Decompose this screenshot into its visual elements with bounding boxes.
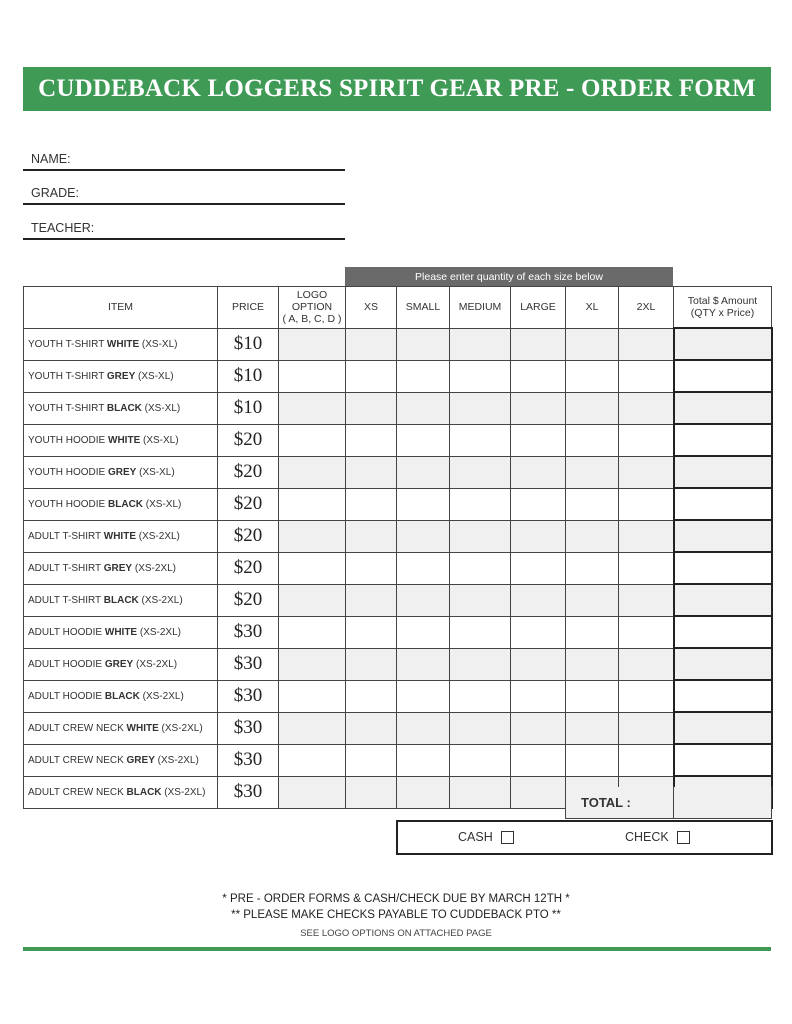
qty-xl-input[interactable] xyxy=(566,488,619,520)
qty-medium-input[interactable] xyxy=(450,424,511,456)
logo-option-input[interactable] xyxy=(279,392,346,424)
qty-2xl-input[interactable] xyxy=(619,712,674,744)
header-size-small: SMALL xyxy=(397,287,450,329)
header-logo-option xyxy=(279,287,346,329)
price-cell: $30 xyxy=(218,648,279,680)
header-total-amount xyxy=(674,287,772,329)
item-color: WHITE xyxy=(108,434,141,446)
qty-xs-input[interactable] xyxy=(346,392,397,424)
item-name-cell xyxy=(24,392,218,424)
row-total-input[interactable] xyxy=(674,488,772,520)
item-color: BLACK xyxy=(103,594,139,606)
qty-small-input[interactable] xyxy=(397,584,450,616)
item-name-cell xyxy=(24,744,218,776)
qty-xs-input[interactable] xyxy=(346,360,397,392)
item-type: ADULT CREW NECK xyxy=(28,754,127,766)
qty-large-input[interactable] xyxy=(511,648,566,680)
logo-option-input[interactable] xyxy=(279,424,346,456)
qty-large-input[interactable] xyxy=(511,776,566,808)
item-name-cell xyxy=(24,328,218,360)
qty-small-input[interactable] xyxy=(397,456,450,488)
logo-option-input[interactable] xyxy=(279,456,346,488)
item-name-cell xyxy=(24,488,218,520)
item-color: WHITE xyxy=(106,338,140,350)
header-logo-line3: ( A, B, C, D ) xyxy=(282,313,342,326)
qty-xs-input[interactable] xyxy=(346,488,397,520)
qty-small-input[interactable] xyxy=(397,328,450,360)
item-size-range: (XS-2XL) xyxy=(132,562,177,574)
logo-option-input[interactable] xyxy=(279,616,346,648)
row-total-input[interactable] xyxy=(674,360,772,392)
payable-note: ** PLEASE MAKE CHECKS PAYABLE TO CUDDEBACK PTO ** xyxy=(231,909,561,921)
row-total-input[interactable] xyxy=(674,712,772,744)
total-box xyxy=(565,787,772,819)
item-type: YOUTH T-SHIRT xyxy=(28,370,107,382)
qty-xs-input[interactable] xyxy=(346,584,397,616)
item-color: WHITE xyxy=(104,626,138,638)
item-color: BLACK xyxy=(104,690,140,702)
qty-large-input[interactable] xyxy=(511,712,566,744)
item-size-range: (XS-XL) xyxy=(139,338,178,350)
qty-xs-input[interactable] xyxy=(346,328,397,360)
cash-label: CASH xyxy=(458,830,493,844)
row-total-input[interactable] xyxy=(674,328,772,360)
item-type: ADULT T-SHIRT xyxy=(28,562,104,574)
item-size-range: (XS-2XL) xyxy=(158,722,203,734)
footer-divider xyxy=(23,947,771,951)
qty-2xl-input[interactable] xyxy=(619,392,674,424)
qty-xs-input[interactable] xyxy=(346,456,397,488)
item-color: WHITE xyxy=(103,530,136,542)
qty-large-input[interactable] xyxy=(511,456,566,488)
item-size-range: (XS-2XL) xyxy=(133,658,178,670)
logo-option-input[interactable] xyxy=(279,776,346,808)
qty-small-input[interactable] xyxy=(397,552,450,584)
item-size-range: (XS-XL) xyxy=(143,498,182,510)
table-header-row xyxy=(24,287,772,329)
table-row xyxy=(24,584,772,616)
quantity-instruction: Please enter quantity of each size below xyxy=(415,270,603,283)
row-total-input[interactable] xyxy=(674,744,772,776)
qty-2xl-input[interactable] xyxy=(619,328,674,360)
qty-xs-input[interactable] xyxy=(346,424,397,456)
qty-small-input[interactable] xyxy=(397,744,450,776)
qty-medium-input[interactable] xyxy=(450,520,511,552)
item-color: BLACK xyxy=(126,786,162,798)
qty-xl-input[interactable] xyxy=(566,328,619,360)
qty-large-input[interactable] xyxy=(511,360,566,392)
item-type: ADULT CREW NECK xyxy=(28,722,127,734)
check-option[interactable] xyxy=(625,830,690,844)
table-row xyxy=(24,456,772,488)
item-name-cell xyxy=(24,424,218,456)
item-color: GREY xyxy=(106,370,136,382)
price-cell: $20 xyxy=(218,488,279,520)
price-cell: $10 xyxy=(218,360,279,392)
qty-xs-input[interactable] xyxy=(346,680,397,712)
qty-large-input[interactable] xyxy=(511,552,566,584)
grade-field[interactable] xyxy=(23,186,345,205)
qty-small-input[interactable] xyxy=(397,392,450,424)
item-type: YOUTH HOODIE xyxy=(28,498,109,510)
qty-medium-input[interactable] xyxy=(450,328,511,360)
qty-2xl-input[interactable] xyxy=(619,456,674,488)
item-size-range: (XS-2XL) xyxy=(135,530,180,542)
item-name-cell xyxy=(24,648,218,680)
qty-xs-input[interactable] xyxy=(346,616,397,648)
logo-option-input[interactable] xyxy=(279,712,346,744)
total-label: TOTAL : xyxy=(581,795,631,810)
item-type: YOUTH HOODIE xyxy=(28,434,109,446)
item-name-cell xyxy=(24,520,218,552)
table-row xyxy=(24,424,772,456)
qty-large-input[interactable] xyxy=(511,392,566,424)
table-row xyxy=(24,488,772,520)
qty-large-input[interactable] xyxy=(511,744,566,776)
header-item: ITEM xyxy=(24,287,218,329)
qty-small-input[interactable] xyxy=(397,520,450,552)
logo-option-input[interactable] xyxy=(279,488,346,520)
item-name-cell xyxy=(24,552,218,584)
item-type: ADULT T-SHIRT xyxy=(28,530,104,542)
header-size-xs: XS xyxy=(346,287,397,329)
item-name-cell xyxy=(24,360,218,392)
qty-2xl-input[interactable] xyxy=(619,648,674,680)
qty-medium-input[interactable] xyxy=(450,392,511,424)
logo-option-input[interactable] xyxy=(279,584,346,616)
header-total-line2: (QTY x Price) xyxy=(690,307,755,319)
table-row xyxy=(24,552,772,584)
qty-xl-input[interactable] xyxy=(566,392,619,424)
item-color: BLACK xyxy=(106,402,142,414)
item-size-range: (XS-2XL) xyxy=(138,594,183,606)
item-size-range: (XS-XL) xyxy=(136,466,175,478)
qty-2xl-input[interactable] xyxy=(619,616,674,648)
qty-xl-input[interactable] xyxy=(566,456,619,488)
qty-medium-input[interactable] xyxy=(450,776,511,808)
table-row xyxy=(24,712,772,744)
qty-small-input[interactable] xyxy=(397,680,450,712)
order-table xyxy=(23,286,773,809)
qty-xs-input[interactable] xyxy=(346,648,397,680)
table-row xyxy=(24,360,772,392)
item-name-cell xyxy=(24,456,218,488)
name-field[interactable] xyxy=(23,152,345,171)
qty-2xl-input[interactable] xyxy=(619,584,674,616)
item-name-cell xyxy=(24,584,218,616)
logo-option-input[interactable] xyxy=(279,520,346,552)
header-size-large: LARGE xyxy=(511,287,566,329)
item-size-range: (XS-2XL) xyxy=(137,626,181,638)
qty-small-input[interactable] xyxy=(397,488,450,520)
qty-xs-input[interactable] xyxy=(346,712,397,744)
item-name-cell xyxy=(24,776,218,808)
item-name-cell xyxy=(24,680,218,712)
row-total-input[interactable] xyxy=(674,424,772,456)
price-cell: $20 xyxy=(218,584,279,616)
qty-2xl-input[interactable] xyxy=(619,360,674,392)
form-title: CUDDEBACK LOGGERS SPIRIT GEAR PRE - ORDER FORM xyxy=(38,75,756,102)
qty-medium-input[interactable] xyxy=(450,680,511,712)
qty-xs-input[interactable] xyxy=(346,744,397,776)
qty-medium-input[interactable] xyxy=(450,616,511,648)
qty-small-input[interactable] xyxy=(397,424,450,456)
item-type: ADULT HOODIE xyxy=(28,658,105,670)
qty-xl-input[interactable] xyxy=(566,584,619,616)
logo-option-input[interactable] xyxy=(279,744,346,776)
item-color: GREY xyxy=(108,466,137,478)
row-total-input[interactable] xyxy=(674,648,772,680)
qty-medium-input[interactable] xyxy=(450,456,511,488)
logo-option-input[interactable] xyxy=(279,552,346,584)
header-price: PRICE xyxy=(218,287,279,329)
table-row xyxy=(24,744,772,776)
item-size-range: (XS-2XL) xyxy=(161,786,206,798)
qty-xl-input[interactable] xyxy=(566,552,619,584)
header-logo-line2: OPTION xyxy=(291,301,333,314)
qty-xs-input[interactable] xyxy=(346,520,397,552)
item-type: ADULT T-SHIRT xyxy=(28,594,104,606)
qty-medium-input[interactable] xyxy=(450,488,511,520)
qty-medium-input[interactable] xyxy=(450,360,511,392)
check-label: CHECK xyxy=(625,830,669,844)
form-title-banner xyxy=(23,67,771,111)
qty-medium-input[interactable] xyxy=(450,712,511,744)
item-name-cell xyxy=(24,712,218,744)
check-checkbox[interactable] xyxy=(677,831,690,844)
qty-large-input[interactable] xyxy=(511,520,566,552)
qty-small-input[interactable] xyxy=(397,616,450,648)
qty-xl-input[interactable] xyxy=(566,520,619,552)
table-row xyxy=(24,616,772,648)
quantity-instruction-banner xyxy=(345,267,673,286)
qty-xl-input[interactable] xyxy=(566,616,619,648)
item-color: GREY xyxy=(104,658,134,670)
price-cell: $10 xyxy=(218,328,279,360)
price-cell: $30 xyxy=(218,680,279,712)
item-color: GREY xyxy=(103,562,133,574)
qty-xl-input[interactable] xyxy=(566,680,619,712)
row-total-input[interactable] xyxy=(674,680,772,712)
item-type: ADULT HOODIE xyxy=(28,626,105,638)
price-cell: $20 xyxy=(218,552,279,584)
qty-2xl-input[interactable] xyxy=(619,520,674,552)
teacher-field[interactable] xyxy=(23,221,345,240)
qty-large-input[interactable] xyxy=(511,328,566,360)
row-total-input[interactable] xyxy=(674,520,772,552)
qty-xl-input[interactable] xyxy=(566,360,619,392)
qty-xl-input[interactable] xyxy=(566,712,619,744)
item-name-cell xyxy=(24,616,218,648)
qty-large-input[interactable] xyxy=(511,680,566,712)
item-type: ADULT HOODIE xyxy=(28,690,105,702)
header-total-line1: Total $ Amount xyxy=(687,294,758,307)
qty-medium-input[interactable] xyxy=(450,584,511,616)
table-row xyxy=(24,680,772,712)
qty-large-input[interactable] xyxy=(511,584,566,616)
qty-2xl-input[interactable] xyxy=(619,552,674,584)
due-date-note: * PRE - ORDER FORMS & CASH/CHECK DUE BY MARCH 12TH * xyxy=(222,893,570,905)
header-size-2xl: 2XL xyxy=(619,287,674,329)
qty-2xl-input[interactable] xyxy=(619,424,674,456)
price-cell: $20 xyxy=(218,456,279,488)
item-color: BLACK xyxy=(108,498,144,510)
qty-medium-input[interactable] xyxy=(450,648,511,680)
qty-xl-input[interactable] xyxy=(566,648,619,680)
logo-option-input[interactable] xyxy=(279,328,346,360)
price-cell: $30 xyxy=(218,616,279,648)
item-type: YOUTH T-SHIRT xyxy=(28,402,107,414)
table-row xyxy=(24,392,772,424)
cash-option[interactable] xyxy=(458,830,514,844)
qty-small-input[interactable] xyxy=(397,776,450,808)
qty-2xl-input[interactable] xyxy=(619,680,674,712)
qty-small-input[interactable] xyxy=(397,360,450,392)
item-size-range: (XS-XL) xyxy=(140,434,179,446)
row-total-input[interactable] xyxy=(674,456,772,488)
header-size-medium: MEDIUM xyxy=(450,287,511,329)
price-cell: $10 xyxy=(218,392,279,424)
price-cell: $30 xyxy=(218,776,279,808)
name-label: NAME: xyxy=(31,152,71,166)
row-total-input[interactable] xyxy=(674,616,772,648)
price-cell: $30 xyxy=(218,744,279,776)
qty-xs-input[interactable] xyxy=(346,776,397,808)
header-logo-line1: LOGO xyxy=(296,289,328,302)
qty-2xl-input[interactable] xyxy=(619,488,674,520)
qty-xl-input[interactable] xyxy=(566,744,619,776)
qty-2xl-input[interactable] xyxy=(619,744,674,776)
logo-option-input[interactable] xyxy=(279,360,346,392)
qty-large-input[interactable] xyxy=(511,616,566,648)
row-total-input[interactable] xyxy=(674,392,772,424)
item-size-range: (XS-2XL) xyxy=(139,690,184,702)
table-row xyxy=(24,520,772,552)
table-row xyxy=(24,648,772,680)
item-type: ADULT CREW NECK xyxy=(28,786,127,798)
item-color: GREY xyxy=(126,754,155,766)
header-size-xl: XL xyxy=(566,287,619,329)
table-row xyxy=(24,328,772,360)
price-cell: $20 xyxy=(218,520,279,552)
qty-small-input[interactable] xyxy=(397,712,450,744)
item-size-range: (XS-XL) xyxy=(141,402,181,414)
item-type: YOUTH HOODIE xyxy=(28,466,109,478)
total-value-cell[interactable] xyxy=(673,786,771,818)
price-cell: $20 xyxy=(218,424,279,456)
grade-label: GRADE: xyxy=(31,186,79,200)
item-size-range: (XS-XL) xyxy=(135,370,174,382)
qty-medium-input[interactable] xyxy=(450,552,511,584)
qty-xl-input[interactable] xyxy=(566,424,619,456)
logo-option-input[interactable] xyxy=(279,648,346,680)
item-type: YOUTH T-SHIRT xyxy=(28,338,107,350)
logo-options-note: SEE LOGO OPTIONS ON ATTACHED PAGE xyxy=(300,928,492,939)
qty-medium-input[interactable] xyxy=(450,744,511,776)
cash-checkbox[interactable] xyxy=(501,831,514,844)
item-color: WHITE xyxy=(126,722,159,734)
qty-xs-input[interactable] xyxy=(346,552,397,584)
logo-option-input[interactable] xyxy=(279,680,346,712)
qty-large-input[interactable] xyxy=(511,424,566,456)
teacher-label: TEACHER: xyxy=(31,221,95,235)
item-size-range: (XS-2XL) xyxy=(154,754,199,766)
row-total-input[interactable] xyxy=(674,584,772,616)
qty-small-input[interactable] xyxy=(397,648,450,680)
row-total-input[interactable] xyxy=(674,552,772,584)
price-cell: $30 xyxy=(218,712,279,744)
payment-method-box xyxy=(396,820,773,855)
qty-large-input[interactable] xyxy=(511,488,566,520)
